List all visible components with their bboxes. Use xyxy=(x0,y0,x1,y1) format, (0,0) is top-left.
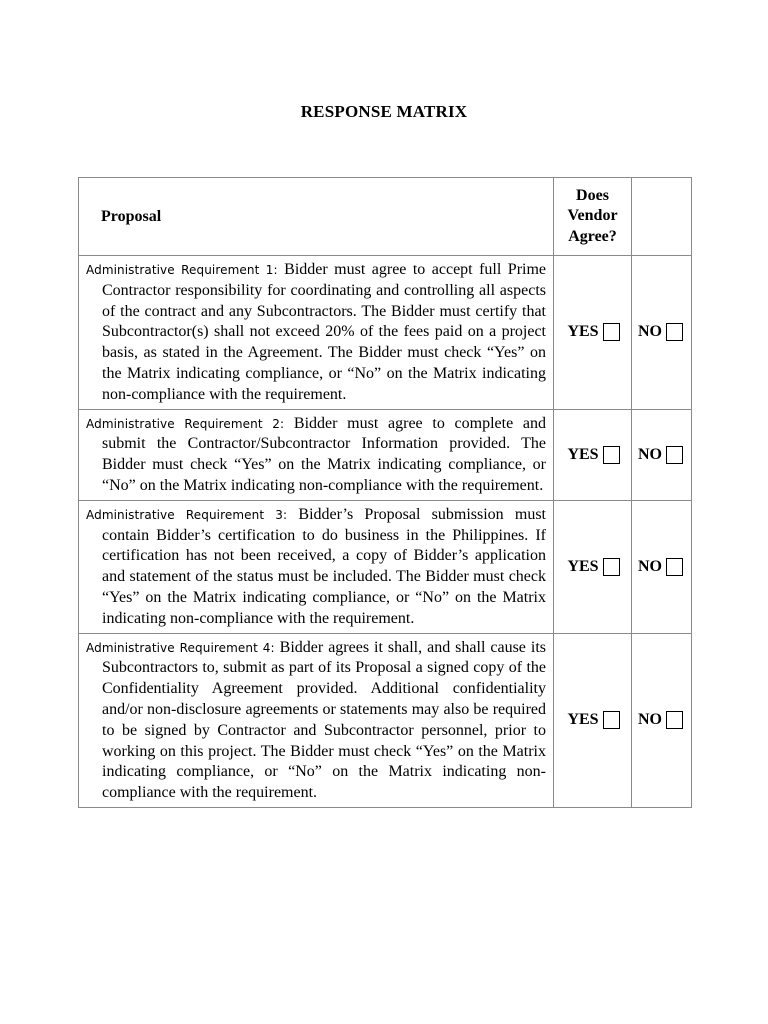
yes-cell xyxy=(554,500,632,633)
response-matrix-table xyxy=(78,177,692,808)
requirement-row-1 xyxy=(79,256,692,410)
requirement-description: Bidder must agree to complete and submit the Contractor/Subcontractor Information provided. The Bidder must check “Yes” on the Matrix indicating compliance, or “No” on the Matrix indicating non-compliance with the requirement. xyxy=(102,414,547,494)
header-row xyxy=(79,178,692,256)
requirement-label: Administrative Requirement 2: xyxy=(86,416,285,431)
requirement-row-4 xyxy=(79,633,692,807)
no-label: NO xyxy=(638,323,662,341)
no-label: NO xyxy=(638,445,662,463)
requirement-text xyxy=(86,638,546,804)
no-checkbox[interactable] xyxy=(666,323,683,341)
vendor-agree-header xyxy=(554,178,632,256)
no-checkbox[interactable] xyxy=(666,558,683,576)
no-cell xyxy=(632,500,692,633)
yes-label: YES xyxy=(567,557,599,575)
no-label: NO xyxy=(638,557,662,575)
yes-cell xyxy=(554,633,632,807)
vendor-agree-header-line-3: Agree? xyxy=(568,227,617,245)
page-title: RESPONSE MATRIX xyxy=(300,102,468,121)
no-cell xyxy=(632,633,692,807)
vendor-agree-header-line-1: Does xyxy=(576,186,609,204)
requirement-row-2 xyxy=(79,409,692,500)
yes-checkbox[interactable] xyxy=(603,558,620,576)
yes-label: YES xyxy=(567,711,599,729)
no-checkbox[interactable] xyxy=(666,711,683,729)
requirement-description: Bidder agrees it shall, and shall cause its Subcontractors to, submit as part of its Proposal a signed copy of the Confidentiality Agreement provided. Additional confidentiality and/or non-disclosure agreements or statements may also be required to be signed by Contractor and Subcontractor personnel, prior to working on this project. The Bidder must check “Yes” on the Matrix indicating compliance, or “No” on the Matrix indicating non-compliance with the requirement. xyxy=(102,638,547,802)
requirement-row-3 xyxy=(79,500,692,633)
no-cell xyxy=(632,256,692,410)
yes-label: YES xyxy=(567,445,599,463)
requirement-cell xyxy=(79,500,554,633)
yes-checkbox[interactable] xyxy=(603,446,620,464)
requirement-cell xyxy=(79,409,554,500)
requirement-label: Administrative Requirement 1: xyxy=(86,263,278,277)
proposal-header: Proposal xyxy=(79,178,554,256)
empty-header-cell xyxy=(632,178,692,256)
requirement-text xyxy=(86,414,546,497)
requirement-description: Bidder’s Proposal submission must contain Bidder’s certification to do business in the Philippines. If certification has not been received, a copy of Bidder’s application and statement of the status must be included. The Bidder must check “Yes” on the Matrix indicating compliance, or “No” on the Matrix indicating non-compliance with the requirement. xyxy=(102,505,546,627)
vendor-agree-header-line-2: Vendor xyxy=(567,207,618,225)
requirement-label: Administrative Requirement 3: xyxy=(86,507,288,522)
requirement-cell xyxy=(79,633,554,807)
no-label: NO xyxy=(638,711,662,729)
no-cell xyxy=(632,409,692,500)
requirement-text xyxy=(86,260,546,406)
requirement-label: Administrative Requirement 4: xyxy=(86,640,275,655)
yes-cell xyxy=(554,256,632,410)
yes-label: YES xyxy=(567,323,599,341)
requirement-text xyxy=(86,505,546,630)
no-checkbox[interactable] xyxy=(666,446,683,464)
yes-checkbox[interactable] xyxy=(603,323,620,341)
requirement-description: Bidder must agree to accept full Prime Contractor responsibility for coordinating and controlling all aspects of the contract and any Subcontractors. The Bidder must certify that Subcontractor(s) shall not exceed 20% of the fees paid on a project basis, as stated in the Agreement. The Bidder must check “Yes” on the Matrix indicating compliance, or “No” on the Matrix indicating non-compliance with the requirement. xyxy=(102,261,547,403)
yes-cell xyxy=(554,409,632,500)
yes-checkbox[interactable] xyxy=(603,711,620,729)
requirement-cell xyxy=(79,256,554,410)
